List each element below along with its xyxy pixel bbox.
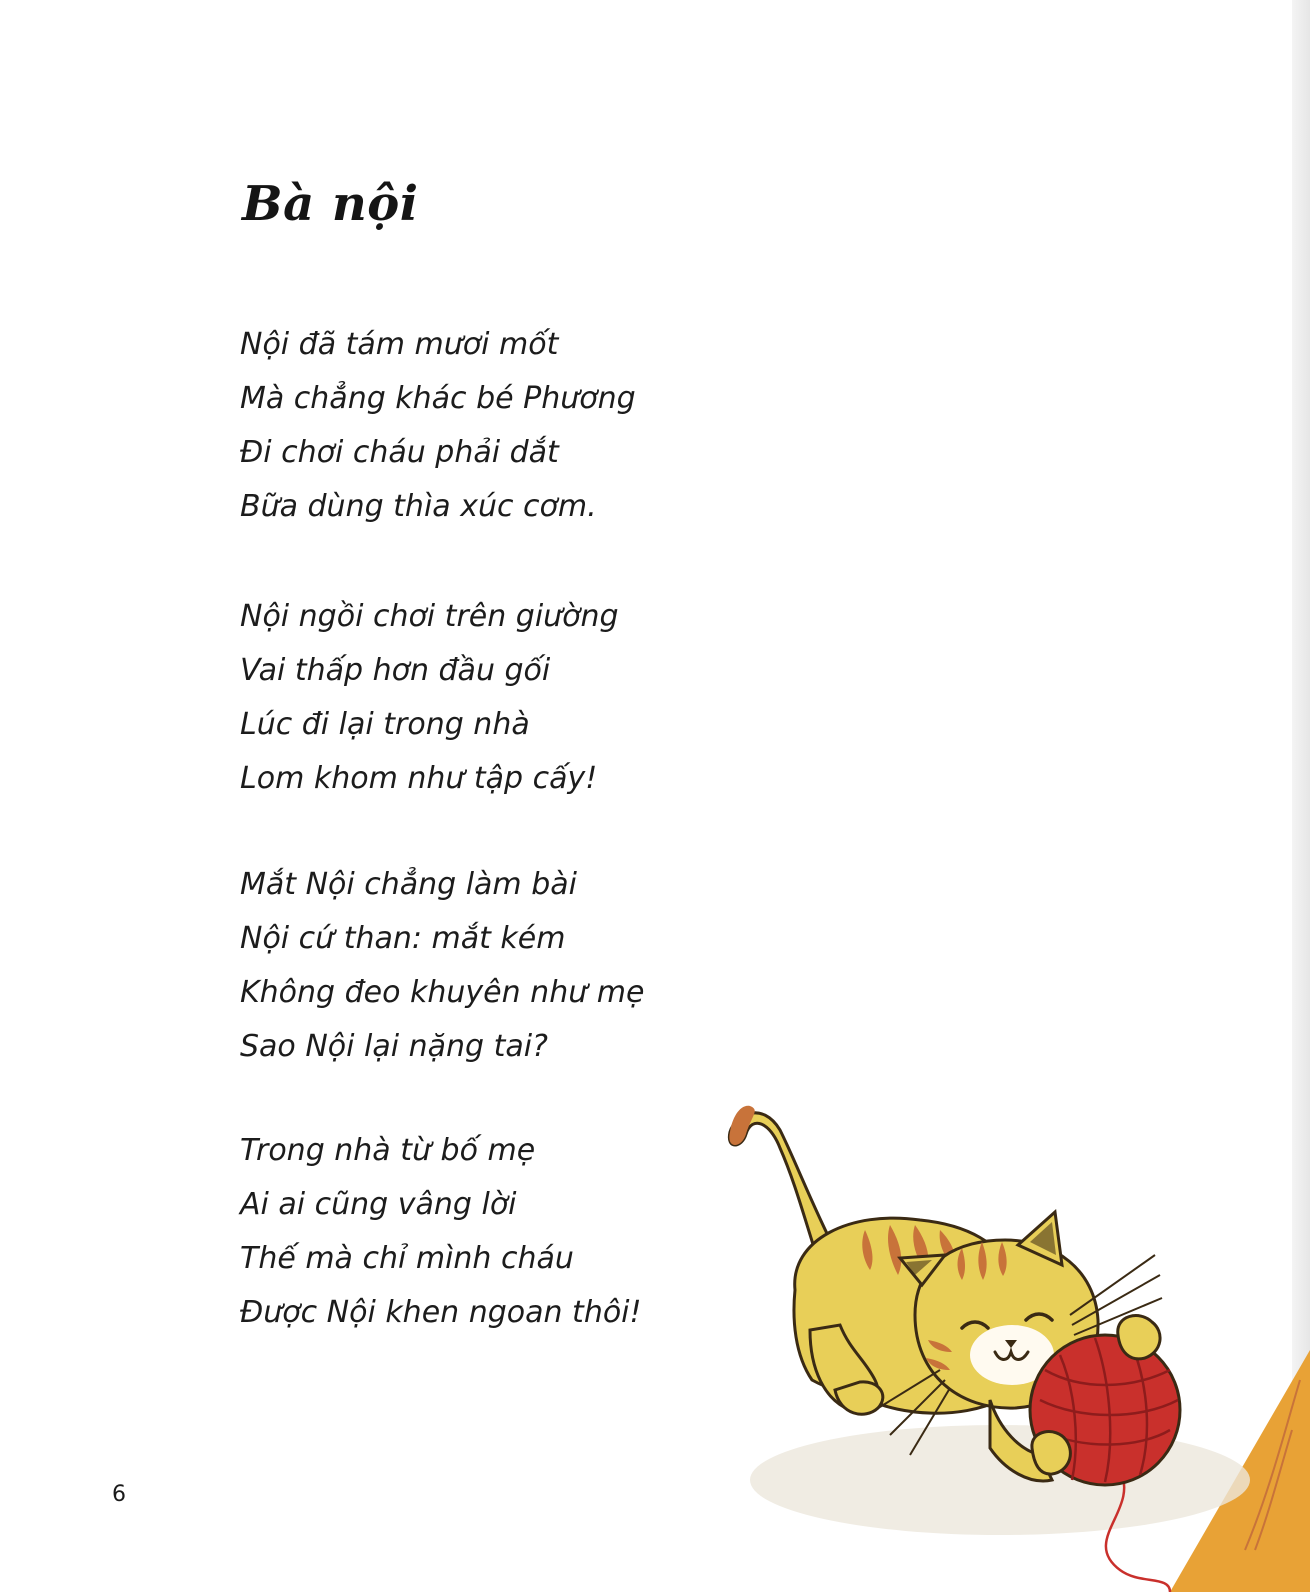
poem-line: Nội ngồi chơi trên giường bbox=[240, 599, 619, 634]
poem-line: Mà chẳng khác bé Phương bbox=[240, 381, 636, 416]
poem-line: Không đeo khuyên như mẹ bbox=[240, 975, 645, 1010]
poem-line: Trong nhà từ bố mẹ bbox=[240, 1133, 536, 1168]
poem-line: Nội cứ than: mắt kém bbox=[240, 921, 566, 956]
poem-line: Đi chơi cháu phải dắt bbox=[240, 435, 559, 470]
stanza-2 bbox=[240, 590, 619, 806]
poem-title: Bà nội bbox=[242, 176, 419, 232]
poem-line: Sao Nội lại nặng tai? bbox=[240, 1029, 548, 1064]
stanza-1 bbox=[240, 318, 636, 534]
poem-line: Vai thấp hơn đầu gối bbox=[240, 653, 551, 688]
kitten-yarn-illustration bbox=[700, 1070, 1310, 1592]
poem-line: Được Nội khen ngoan thôi! bbox=[240, 1295, 642, 1330]
page-number: 6 bbox=[112, 1482, 126, 1507]
stanza-3 bbox=[240, 858, 644, 1074]
poem-line: Bữa dùng thìa xúc cơm. bbox=[240, 489, 597, 524]
poem-line: Nội đã tám mươi mốt bbox=[240, 327, 559, 362]
poem-line: Mắt Nội chẳng làm bài bbox=[240, 867, 577, 902]
cat-front-paw-top bbox=[1118, 1316, 1160, 1359]
stanza-4 bbox=[240, 1124, 642, 1340]
poem-line: Lom khom như tập cấy! bbox=[240, 761, 598, 796]
poem-line: Lúc đi lại trong nhà bbox=[240, 707, 530, 742]
poem-line: Thế mà chỉ mình cháu bbox=[240, 1241, 574, 1276]
cat-front-paw-bottom bbox=[1032, 1432, 1071, 1474]
poem-line: Ai ai cũng vâng lời bbox=[240, 1187, 517, 1222]
